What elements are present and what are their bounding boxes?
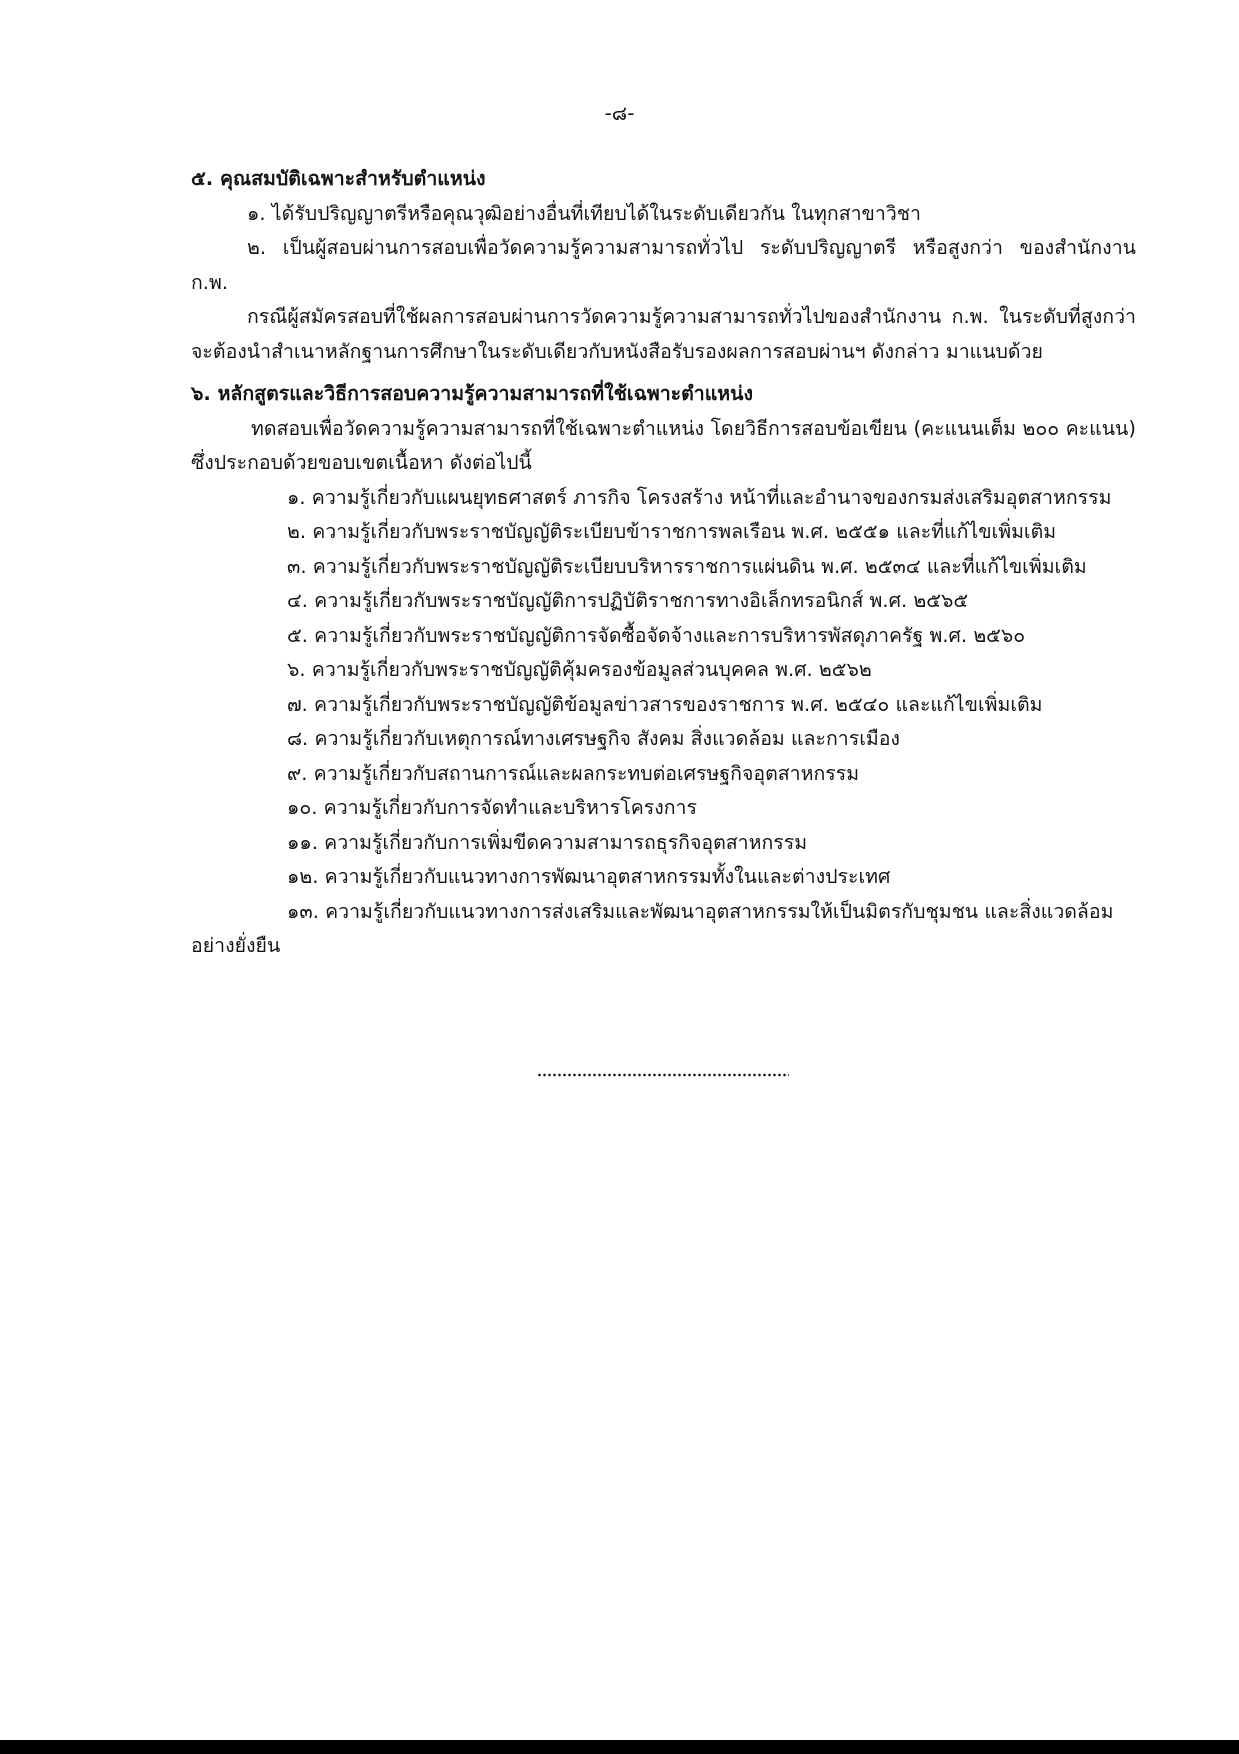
section-5-heading: ๕. คุณสมบัติเฉพาะสำหรับตำแหน่ง bbox=[191, 167, 486, 190]
exam-topic-item: ๕. ความรู้เกี่ยวกับพระราชบัญญัติการจัดซื้อจัดจ้างและการบริหารพัสดุภาครัฐ พ.ศ. ๒๕๖๐ bbox=[287, 623, 1026, 647]
section-6-intro: ทดสอบเพื่อวัดความรู้ความสามารถที่ใช้เฉพาะตำแหน่ง โดยวิธีการสอบข้อเขียน (คะแนนเต็ม ๒๐๐ คะแนน) ซึ่งประกอบด้วยขอบเขตเนื้อหา ดังต่อไปนี้ bbox=[191, 416, 1136, 474]
exam-topic-item: ๘. ความรู้เกี่ยวกับเหตุการณ์ทางเศรษฐกิจ สังคม สิ่งแวดล้อม และการเมือง bbox=[287, 727, 900, 750]
exam-topic-list bbox=[191, 481, 1136, 964]
page-number: -๘- bbox=[604, 101, 635, 125]
exam-topic-item: ๑๑. ความรู้เกี่ยวกับการเพิ่มขีดความสามารถธุรกิจอุตสาหกรรม bbox=[287, 830, 808, 854]
document-body bbox=[191, 162, 1136, 964]
exam-topic-item: ๔. ความรู้เกี่ยวกับพระราชบัญญัติการปฏิบัติราชการทางอิเล็กทรอนิกส์ พ.ศ. ๒๕๖๕ bbox=[287, 589, 969, 612]
exam-topic-item: ๑. ความรู้เกี่ยวกับแผนยุทธศาสตร์ ภารกิจ โครงสร้าง หน้าที่และอำนาจของกรมส่งเสริมอุตสาหกรรม bbox=[287, 485, 1112, 509]
exam-topic-item: ๑๓. ความรู้เกี่ยวกับแนวทางการส่งเสริมและพัฒนาอุตสาหกรรมให้เป็นมิตรกับชุมชน และสิ่งแวดล้อมอย่างยั่งยืน bbox=[191, 899, 1114, 957]
exam-topic-item: ๙. ความรู้เกี่ยวกับสถานการณ์และผลกระทบต่อเศรษฐกิจอุตสาหกรรม bbox=[287, 761, 860, 785]
exam-topic-item: ๑๒. ความรู้เกี่ยวกับแนวทางการพัฒนาอุตสาหกรรมทั้งในและต่างประเทศ bbox=[287, 865, 891, 888]
exam-topic-item: ๑๐. ความรู้เกี่ยวกับการจัดทำและบริหารโครงการ bbox=[287, 796, 697, 819]
exam-topic-item: ๖. ความรู้เกี่ยวกับพระราชบัญญัติคุ้มครองข้อมูลส่วนบุคคล พ.ศ. ๒๕๖๒ bbox=[287, 658, 872, 681]
exam-topic-item: ๒. ความรู้เกี่ยวกับพระราชบัญญัติระเบียบข้าราชการพลเรือน พ.ศ. ๒๕๕๑ และที่แก้ไขเพิ่มเติม bbox=[287, 520, 1057, 543]
exam-topic-item: ๓. ความรู้เกี่ยวกับพระราชบัญญัติระเบียบบริหารราชการแผ่นดิน พ.ศ. ๒๕๓๔ และที่แก้ไขเพิ่มเติม bbox=[287, 554, 1087, 578]
section-5-note: กรณีผู้สมัครสอบที่ใช้ผลการสอบผ่านการวัดความรู้ความสามารถทั่วไปของสำนักงาน ก.พ. ในระดับที่สูงกว่า จะต้องนำสำเนาหลักฐานการศึกษาในระดับเดียวกับหนังสือรับรองผลการสอบผ่านฯ ดังกล่าว มาแนบด้วย bbox=[191, 305, 1136, 363]
scan-edge-band bbox=[0, 1740, 1239, 1754]
end-of-content-dotted-line bbox=[537, 1073, 789, 1077]
section-6-heading: ๖. หลักสูตรและวิธีการสอบความรู้ความสามารถที่ใช้เฉพาะตำแหน่ง bbox=[191, 382, 754, 405]
section-spacer bbox=[191, 369, 1136, 377]
section-5-item-1: ๑. ได้รับปริญญาตรีหรือคุณวุฒิอย่างอื่นที่เทียบได้ในระดับเดียวกัน ในทุกสาขาวิชา bbox=[247, 201, 921, 225]
section-5-item-2: ๒. เป็นผู้สอบผ่านการสอบเพื่อวัดความรู้ความสามารถทั่วไป ระดับปริญญาตรี หรือสูงกว่า ของสำนักงาน ก.พ. bbox=[191, 236, 1136, 294]
exam-topic-item: ๗. ความรู้เกี่ยวกับพระราชบัญญัติข้อมูลข่าวสารของราชการ พ.ศ. ๒๕๔๐ และแก้ไขเพิ่มเติม bbox=[287, 692, 1043, 716]
